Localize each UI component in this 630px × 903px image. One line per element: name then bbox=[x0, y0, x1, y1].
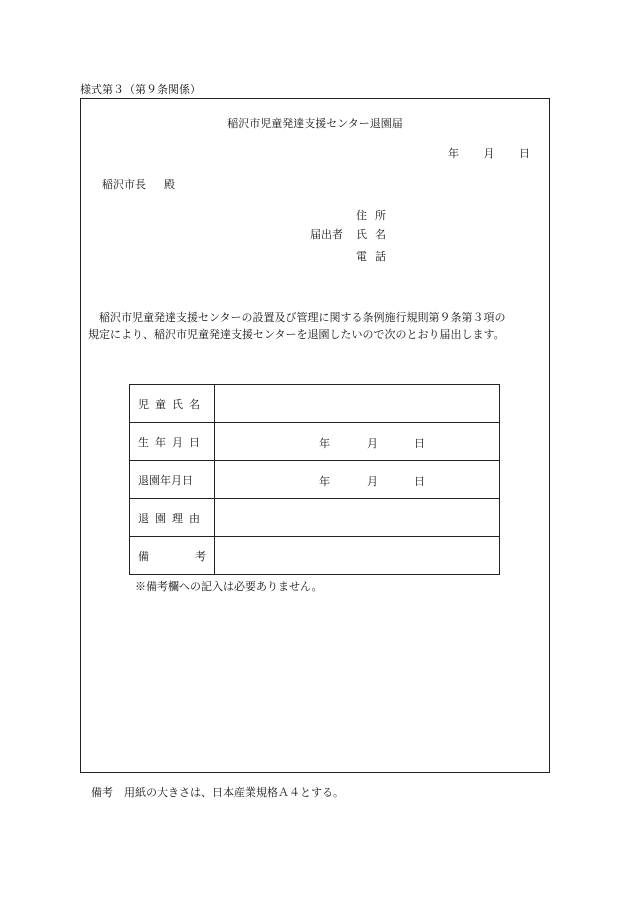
table-row-withdrawal-date bbox=[130, 461, 500, 499]
applicant-name-label: 氏名 bbox=[356, 228, 394, 241]
reason-field[interactable] bbox=[215, 499, 500, 537]
table-row-remarks bbox=[130, 537, 500, 575]
table-row-reason bbox=[130, 499, 500, 537]
withdrawal-year-unit: 年 bbox=[319, 475, 330, 488]
remarks-label: 備 考 bbox=[130, 537, 215, 575]
applicant-prefix: 届出者 bbox=[310, 228, 343, 241]
birth-date-label: 生年月日 bbox=[130, 423, 215, 461]
paper-size-remark: 備考 用紙の大きさは、日本産業規格Ａ４とする。 bbox=[91, 786, 344, 799]
withdrawal-date-label: 退園年月日 bbox=[130, 461, 215, 499]
applicant-address-label: 住所 bbox=[356, 209, 394, 222]
child-name-label: 児童氏名 bbox=[130, 385, 215, 423]
applicant-phone-label: 電話 bbox=[356, 250, 394, 263]
addressee-honorific: 殿 bbox=[164, 178, 175, 191]
reason-label: 退園理由 bbox=[130, 499, 215, 537]
addressee bbox=[102, 176, 175, 192]
withdrawal-day-unit: 日 bbox=[414, 475, 425, 488]
child-name-field[interactable] bbox=[215, 385, 500, 423]
birth-month-unit: 月 bbox=[367, 437, 378, 450]
date-day: 日 bbox=[519, 147, 530, 160]
date-month: 月 bbox=[483, 147, 495, 160]
birth-day-unit: 日 bbox=[414, 437, 425, 450]
body-line-1: 稲沢市児童発達支援センターの設置及び管理に関する条例施行規則第９条第３項の bbox=[99, 311, 506, 324]
addressee-name: 稲沢市長 bbox=[102, 178, 146, 191]
withdrawal-date-field[interactable] bbox=[215, 461, 500, 499]
table-row-child-name bbox=[130, 385, 500, 423]
table-row-birth-date bbox=[130, 423, 500, 461]
body-text bbox=[88, 309, 540, 343]
withdrawal-month-unit: 月 bbox=[367, 475, 378, 488]
remarks-note: ※備考欄への記入は必要ありません。 bbox=[135, 580, 323, 593]
date-line bbox=[448, 145, 530, 161]
date-year: 年 bbox=[448, 147, 459, 160]
birth-year-unit: 年 bbox=[319, 437, 330, 450]
detail-table bbox=[129, 384, 500, 575]
form-label: 様式第３（第９条関係） bbox=[80, 83, 201, 96]
body-line-2: 規定により、稲沢市児童発達支援センターを退園したいので次のとおり届出します。 bbox=[88, 328, 505, 341]
form-title: 稲沢市児童発達支援センター退園届 bbox=[227, 117, 403, 130]
birth-date-field[interactable] bbox=[215, 423, 500, 461]
remarks-field[interactable] bbox=[215, 537, 500, 575]
